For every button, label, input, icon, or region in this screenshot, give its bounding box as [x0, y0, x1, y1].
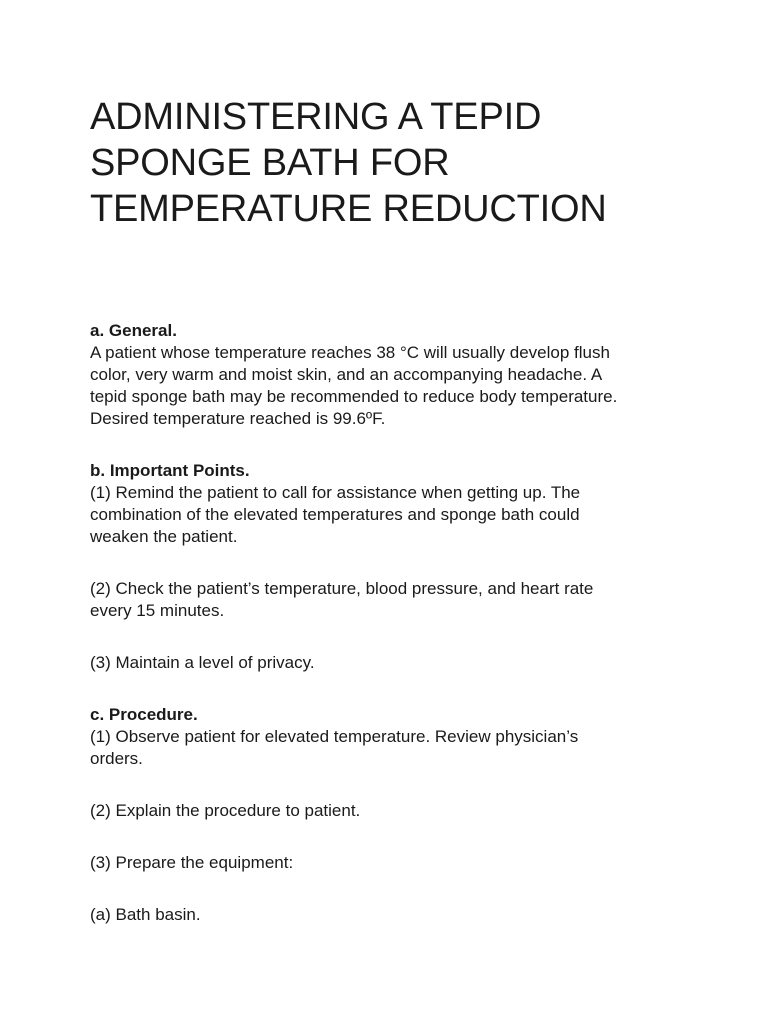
text-line: (3) Maintain a level of privacy.: [90, 653, 315, 672]
text-line: (1) Remind the patient to call for assistance when getting up. The: [90, 483, 581, 502]
paragraph-point-1: [90, 482, 690, 548]
text-line: weaken the patient.: [90, 527, 238, 546]
text-line: orders.: [90, 749, 143, 768]
text-line: tepid sponge bath may be recommended to reduce body temperature.: [90, 387, 618, 406]
text-line: A patient whose temperature reaches 38 °C will usually develop flush: [90, 343, 610, 362]
section-procedure: [90, 704, 690, 926]
text-line: (a) Bath basin.: [90, 905, 201, 924]
paragraph-step-1: [90, 726, 690, 770]
title-line: SPONGE BATH FOR: [90, 142, 450, 184]
paragraph-step-3a: [90, 904, 690, 926]
section-general: [90, 320, 690, 430]
document-title: [90, 94, 690, 232]
title-line: ADMINISTERING A TEPID: [90, 96, 542, 138]
paragraph-step-2: [90, 800, 690, 822]
document-page: [90, 94, 690, 926]
text-line: Desired temperature reached is 99.6ºF.: [90, 409, 386, 428]
text-line: every 15 minutes.: [90, 601, 225, 620]
paragraph-step-3: [90, 852, 690, 874]
text-line: (2) Explain the procedure to patient.: [90, 801, 361, 820]
paragraph-point-3: [90, 652, 690, 674]
text-line: (1) Observe patient for elevated temperature. Review physician’s: [90, 727, 579, 746]
section-heading: c. Procedure.: [90, 705, 198, 724]
text-line: color, very warm and moist skin, and an accompanying headache. A: [90, 365, 603, 384]
text-line: combination of the elevated temperatures and sponge bath could: [90, 505, 580, 524]
section-important-points: [90, 460, 690, 674]
paragraph-general: [90, 342, 690, 430]
text-line: (3) Prepare the equipment:: [90, 853, 294, 872]
section-heading: b. Important Points.: [90, 461, 250, 480]
section-heading: a. General.: [90, 321, 177, 340]
title-line: TEMPERATURE REDUCTION: [90, 188, 607, 230]
text-line: (2) Check the patient’s temperature, blood pressure, and heart rate: [90, 579, 594, 598]
paragraph-point-2: [90, 578, 690, 622]
